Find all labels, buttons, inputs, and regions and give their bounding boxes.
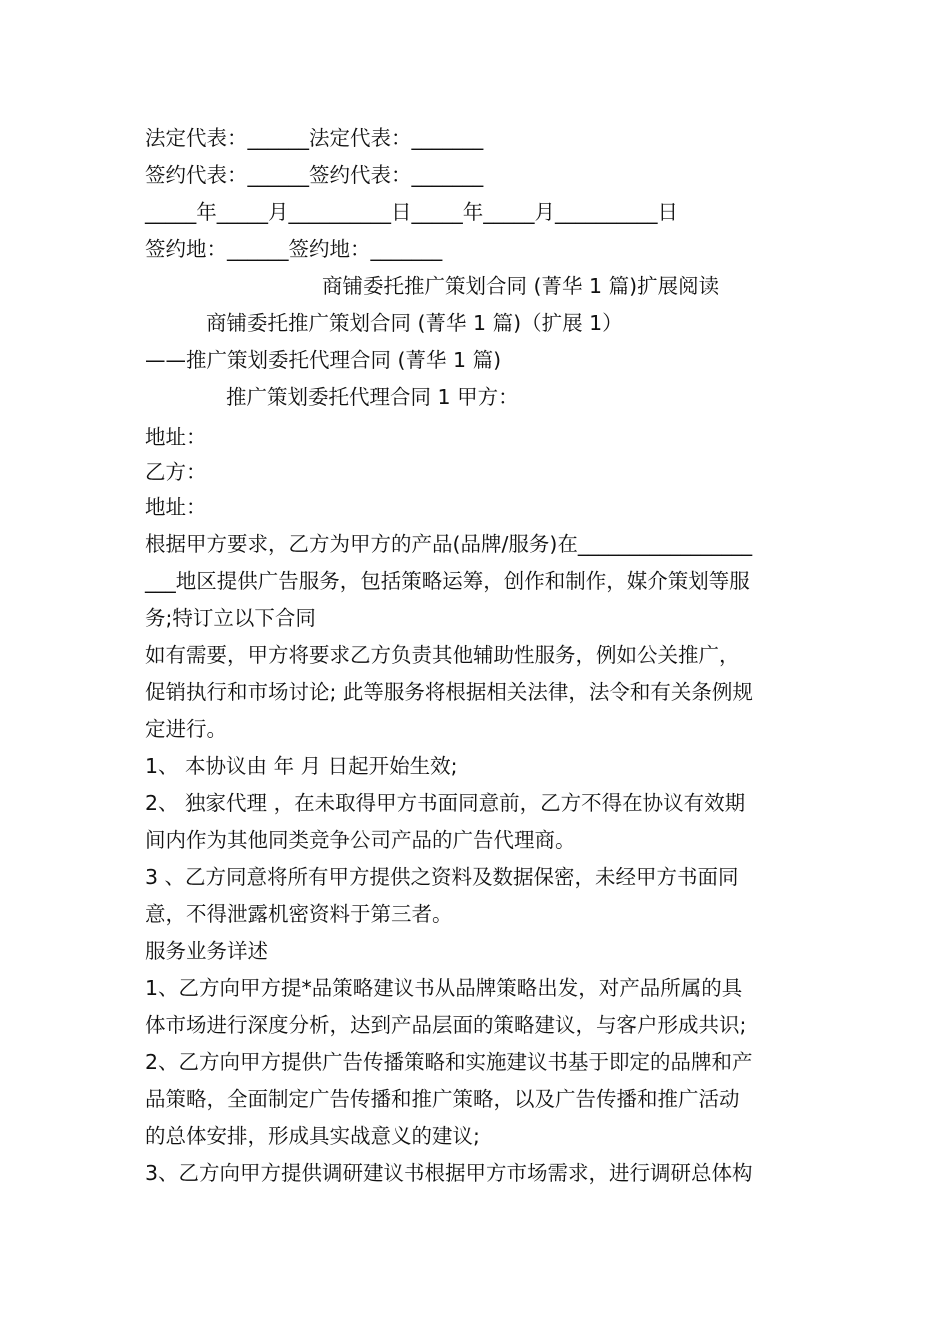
service-1-line-1: 1、乙方向甲方提*品策略建议书从品牌策略出发，对产品所属的具 [145, 976, 743, 1000]
sub-title: ——推广策划委托代理合同 (菁华 1 篇) [145, 348, 502, 372]
service-2-line-3: 的总体安排，形成具实战意义的建议; [145, 1124, 480, 1148]
paragraph-2-line-2: 促销执行和市场讨论; 此等服务将根据相关法律，法令和有关条例规 [145, 680, 753, 704]
paragraph-2-line-1: 如有需要，甲方将要求乙方负责其他辅助性服务，例如公关推广， [145, 643, 740, 667]
clause-3-line-2: 意，不得泄露机密资料于第三者。 [145, 902, 453, 926]
paragraph-1-line-1: 根据甲方要求，乙方为甲方的产品(品牌/服务)在_________________ [145, 532, 753, 556]
party-a-address: 地址： [145, 425, 207, 449]
service-1-line-2: 体市场进行深度分析，达到产品层面的策略建议，与客户形成共识; [145, 1013, 747, 1037]
party-b-address: 地址： [145, 495, 207, 519]
paragraph-2-line-3: 定进行。 [145, 717, 227, 741]
contract-title: 推广策划委托代理合同 1 甲方： [226, 385, 519, 409]
clause-3-line-1: 3 、乙方同意将所有甲方提供之资料及数据保密，未经甲方书面同 [145, 865, 739, 889]
party-b: 乙方： [145, 460, 207, 484]
clause-1: 1、 本协议由 年 月 日起开始生效; [145, 754, 458, 778]
paragraph-1-line-3: 务;特订立以下合同 [145, 606, 316, 630]
signature-line-place: 签约地：______签约地：_______ [145, 237, 443, 261]
extension-1-heading: 商铺委托推广策划合同 (菁华 1 篇)（扩展 1） [206, 311, 623, 335]
signature-line-signing-rep: 签约代表：______签约代表：_______ [145, 163, 484, 187]
extended-reading-heading: 商铺委托推广策划合同 (菁华 1 篇)扩展阅读 [322, 274, 720, 298]
clause-2-line-2: 间内作为其他同类竞争公司产品的广告代理商。 [145, 828, 576, 852]
clause-2-line-1: 2、 独家代理 ，在未取得甲方书面同意前，乙方不得在协议有效期 [145, 791, 746, 815]
paragraph-1-line-2: ___地区提供广告服务，包括策略运筹，创作和制作，媒介策划等服 [145, 569, 750, 593]
service-heading: 服务业务详述 [145, 939, 268, 963]
signature-line-date: _____年_____月__________日_____年_____月__________日 [145, 200, 678, 224]
service-3-line-1: 3、乙方向甲方提供调研建议书根据甲方市场需求，进行调研总体构 [145, 1161, 753, 1185]
service-2-line-2: 品策略，全面制定广告传播和推广策略，以及广告传播和推广活动 [145, 1087, 740, 1111]
signature-line-legal-rep: 法定代表：______法定代表：_______ [145, 126, 484, 150]
service-2-line-1: 2、乙方向甲方提供广告传播策略和实施建议书基于即定的品牌和产 [145, 1050, 753, 1074]
